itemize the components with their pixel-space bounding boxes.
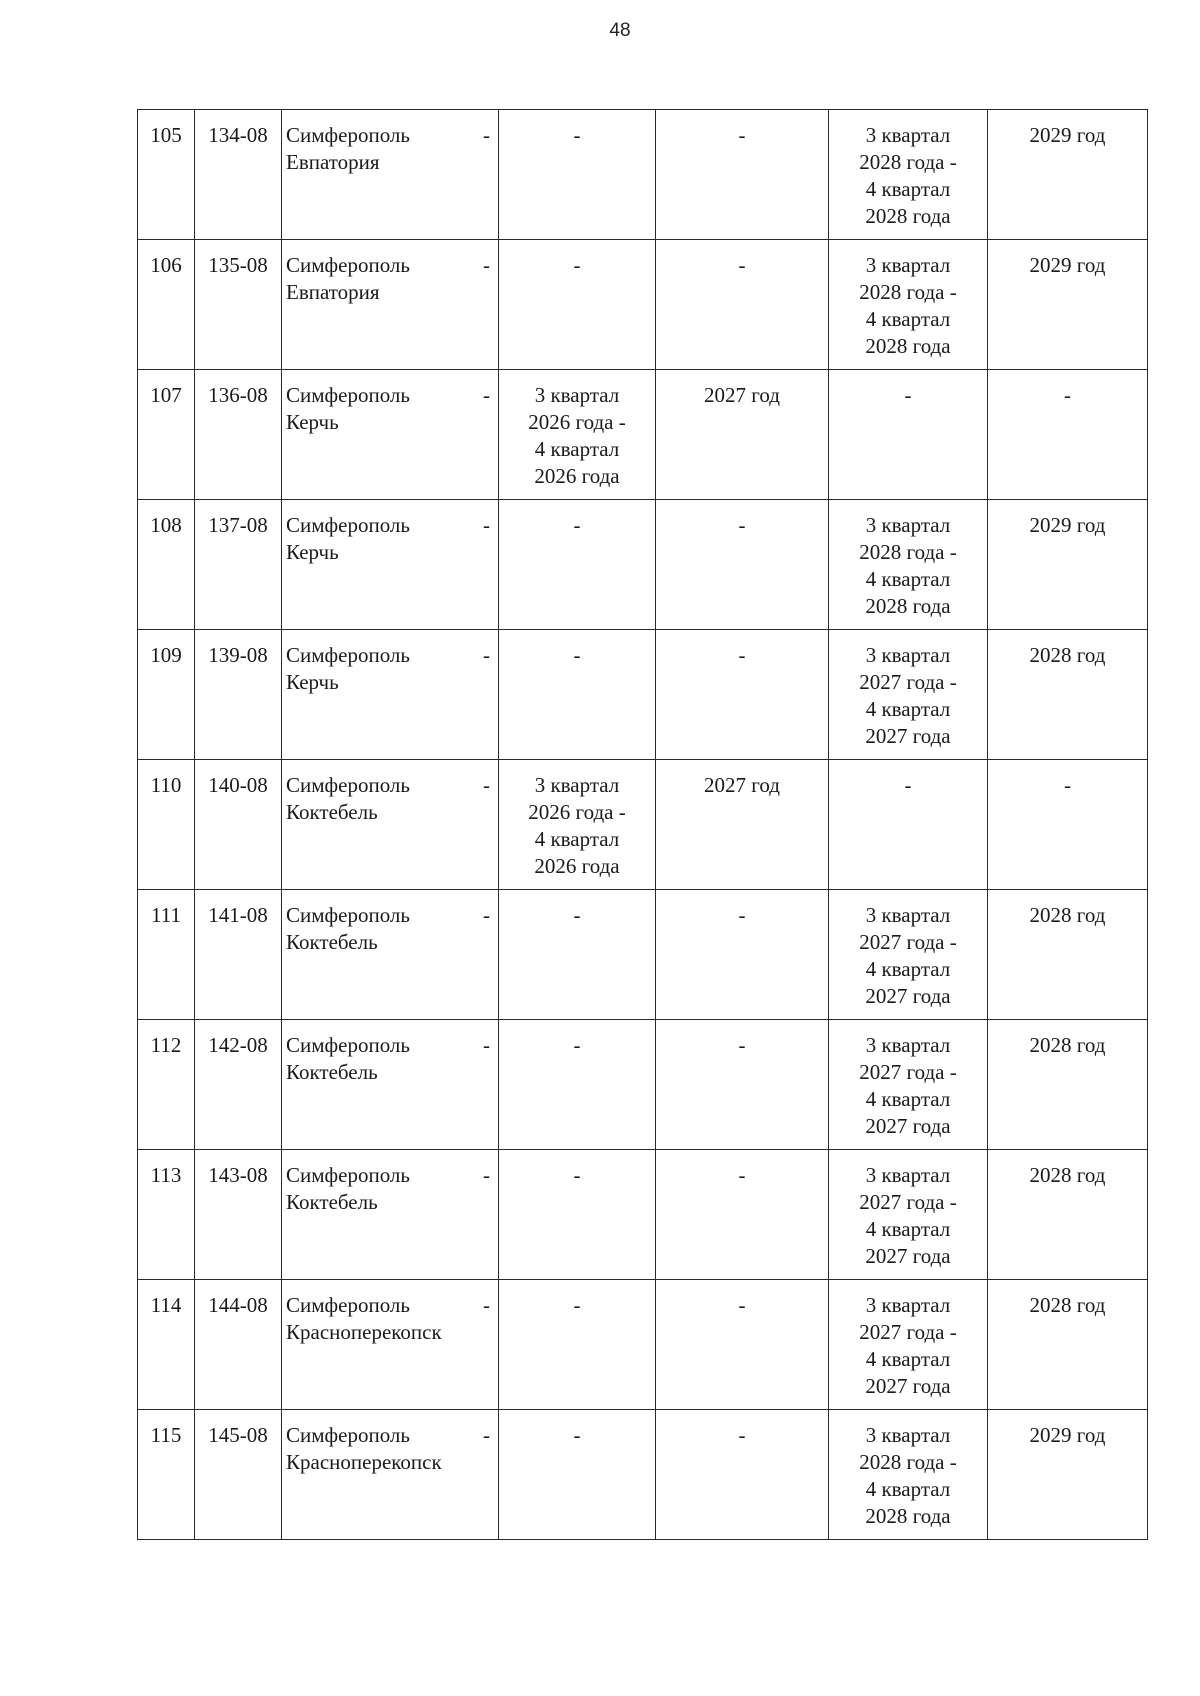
row-number-cell (138, 630, 195, 760)
route-code: 134-08 (208, 123, 268, 147)
route-name-cell (282, 370, 499, 500)
period-1-line: - (573, 1163, 581, 1187)
period-cell-2 (656, 240, 829, 370)
period-cell-2 (656, 1020, 829, 1150)
period-3-line: 2027 года (865, 1114, 951, 1138)
route-code: 141-08 (208, 903, 268, 927)
period-cell-4 (988, 760, 1148, 890)
period-2-line: 2027 год (704, 773, 780, 797)
route-code: 144-08 (208, 1293, 268, 1317)
route-from: Симферополь (286, 383, 410, 407)
row-number-cell (138, 500, 195, 630)
route-from: Симферополь (286, 513, 410, 537)
period-1-line: - (573, 903, 581, 927)
period-cell-3 (829, 760, 988, 890)
period-cell-4 (988, 1150, 1148, 1280)
period-1-line: - (573, 123, 581, 147)
period-4-line: 2029 год (1029, 253, 1106, 277)
route-to: Коктебель (286, 1190, 378, 1214)
period-3-line: 2028 года (865, 1504, 951, 1528)
table-row (138, 760, 1148, 890)
table-row (138, 1280, 1148, 1410)
table-row (138, 110, 1148, 240)
period-3-line: 3 квартал (865, 643, 951, 667)
period-1-line: 2026 года - (528, 410, 626, 434)
row-number: 111 (151, 903, 181, 927)
route-to: Коктебель (286, 800, 378, 824)
route-code: 142-08 (208, 1033, 268, 1057)
row-number-cell (138, 890, 195, 1020)
period-cell-2 (656, 1150, 829, 1280)
period-cell-4 (988, 1280, 1148, 1410)
row-number: 108 (150, 513, 182, 537)
route-code: 135-08 (208, 253, 268, 277)
period-cell-2 (656, 500, 829, 630)
period-cell-1 (499, 1150, 656, 1280)
period-1-line: 4 квартал (534, 437, 620, 461)
period-2-line: - (738, 1163, 746, 1187)
period-cell-3 (829, 1280, 988, 1410)
table-row (138, 1410, 1148, 1540)
route-from: Симферополь (286, 903, 410, 927)
route-to: Красноперекопск (286, 1320, 442, 1344)
route-code-cell (195, 760, 282, 890)
period-cell-2 (656, 1280, 829, 1410)
route-code: 136-08 (208, 383, 268, 407)
period-cell-1 (499, 760, 656, 890)
period-cell-1 (499, 240, 656, 370)
period-4-line: 2029 год (1029, 513, 1106, 537)
period-cell-3 (829, 1410, 988, 1540)
route-name-cell (282, 630, 499, 760)
period-cell-3 (829, 1020, 988, 1150)
route-dash: - (483, 513, 490, 537)
period-cell-1 (499, 500, 656, 630)
period-3-line: 4 квартал (865, 177, 951, 201)
period-4-line: - (1064, 383, 1071, 407)
route-name-cell (282, 1150, 499, 1280)
period-1-line: - (573, 1033, 581, 1057)
route-dash: - (483, 1033, 490, 1057)
route-name-cell (282, 500, 499, 630)
table-row (138, 1150, 1148, 1280)
route-from: Симферополь (286, 643, 410, 667)
period-1-line: - (573, 1423, 581, 1447)
route-code: 137-08 (208, 513, 268, 537)
period-4-line: 2028 год (1029, 1163, 1106, 1187)
table-row (138, 630, 1148, 760)
period-3-line: 3 квартал (865, 1293, 951, 1317)
route-to: Коктебель (286, 930, 378, 954)
period-cell-3 (829, 110, 988, 240)
row-number: 115 (150, 1423, 182, 1447)
period-1-line: 3 квартал (534, 383, 620, 407)
route-code: 140-08 (208, 773, 268, 797)
row-number-cell (138, 1150, 195, 1280)
route-code: 139-08 (208, 643, 268, 667)
route-to: Керчь (286, 670, 339, 694)
period-4-line: 2029 год (1029, 1423, 1106, 1447)
period-3-line: 2027 года - (859, 1320, 957, 1344)
route-to: Керчь (286, 410, 339, 434)
table-row (138, 500, 1148, 630)
period-cell-4 (988, 1410, 1148, 1540)
period-4-line: - (1064, 773, 1071, 797)
period-3-line: 3 квартал (865, 1033, 951, 1057)
period-3-line: 2028 года (865, 334, 951, 358)
period-1-line: 3 квартал (534, 773, 620, 797)
route-dash: - (483, 903, 490, 927)
route-to: Евпатория (286, 150, 380, 174)
row-number: 112 (150, 1033, 182, 1057)
period-3-line: 2028 года (865, 594, 951, 618)
period-3-line: 4 квартал (865, 1217, 951, 1241)
route-from: Симферополь (286, 1163, 410, 1187)
route-code-cell (195, 240, 282, 370)
period-3-line: 2028 года - (859, 1450, 957, 1474)
period-cell-2 (656, 760, 829, 890)
period-3-line: - (904, 383, 912, 407)
period-3-line: 3 квартал (865, 253, 951, 277)
period-3-line: 3 квартал (865, 123, 951, 147)
period-3-line: 2027 года - (859, 1060, 957, 1084)
route-code-cell (195, 1410, 282, 1540)
period-3-line: 4 квартал (865, 957, 951, 981)
route-code-cell (195, 110, 282, 240)
period-cell-1 (499, 1020, 656, 1150)
period-3-line: 2027 года - (859, 1190, 957, 1214)
route-code-cell (195, 1150, 282, 1280)
route-dash: - (483, 773, 490, 797)
route-from: Симферополь (286, 773, 410, 797)
period-2-line: - (738, 1423, 746, 1447)
route-to: Коктебель (286, 1060, 378, 1084)
period-3-line: 2028 года - (859, 540, 957, 564)
period-3-line: 2027 года (865, 724, 951, 748)
route-name-cell (282, 1020, 499, 1150)
route-to: Красноперекопск (286, 1450, 442, 1474)
period-3-line: 2027 года (865, 1244, 951, 1268)
period-3-line: 2028 года - (859, 150, 957, 174)
route-name-cell (282, 1410, 499, 1540)
route-code-cell (195, 1280, 282, 1410)
period-cell-3 (829, 1150, 988, 1280)
period-3-line: 3 квартал (865, 1423, 951, 1447)
route-from: Симферополь (286, 1293, 410, 1317)
table-row (138, 240, 1148, 370)
period-4-line: 2028 год (1029, 903, 1106, 927)
period-1-line: 4 квартал (534, 827, 620, 851)
table-row (138, 1020, 1148, 1150)
period-2-line: - (738, 253, 746, 277)
period-3-line: 4 квартал (865, 1347, 951, 1371)
route-schedule-table (137, 109, 1148, 1540)
period-cell-3 (829, 500, 988, 630)
route-code-cell (195, 370, 282, 500)
row-number-cell (138, 370, 195, 500)
period-4-line: 2028 год (1029, 643, 1106, 667)
period-cell-1 (499, 1280, 656, 1410)
route-code-cell (195, 1020, 282, 1150)
period-cell-1 (499, 630, 656, 760)
period-cell-2 (656, 890, 829, 1020)
period-cell-3 (829, 890, 988, 1020)
period-cell-4 (988, 1020, 1148, 1150)
period-3-line: 3 квартал (865, 903, 951, 927)
period-3-line: 2027 года (865, 1374, 951, 1398)
row-number-cell (138, 1020, 195, 1150)
route-name-cell (282, 1280, 499, 1410)
route-from: Симферополь (286, 1033, 410, 1057)
row-number: 113 (150, 1163, 182, 1187)
period-3-line: - (904, 773, 912, 797)
route-from: Симферополь (286, 253, 410, 277)
period-1-line: 2026 года - (528, 800, 626, 824)
period-3-line: 4 квартал (865, 567, 951, 591)
route-from: Симферополь (286, 1423, 410, 1447)
period-1-line: - (573, 643, 581, 667)
period-cell-4 (988, 500, 1148, 630)
row-number: 109 (150, 643, 182, 667)
period-2-line: - (738, 513, 746, 537)
route-to: Керчь (286, 540, 339, 564)
route-name-cell (282, 110, 499, 240)
period-2-line: - (738, 1293, 746, 1317)
period-cell-3 (829, 630, 988, 760)
route-dash: - (483, 1423, 490, 1447)
period-3-line: 3 квартал (865, 513, 951, 537)
route-dash: - (483, 253, 490, 277)
period-1-line: - (573, 513, 581, 537)
period-4-line: 2028 год (1029, 1293, 1106, 1317)
period-3-line: 4 квартал (865, 307, 951, 331)
table-row (138, 890, 1148, 1020)
page-number: 48 (609, 20, 631, 41)
period-2-line: - (738, 123, 746, 147)
period-cell-2 (656, 630, 829, 760)
period-2-line: - (738, 643, 746, 667)
route-to: Евпатория (286, 280, 380, 304)
route-dash: - (483, 1163, 490, 1187)
row-number-cell (138, 110, 195, 240)
period-cell-1 (499, 370, 656, 500)
route-code: 143-08 (208, 1163, 268, 1187)
period-cell-4 (988, 110, 1148, 240)
period-3-line: 4 квартал (865, 1087, 951, 1111)
period-4-line: 2028 год (1029, 1033, 1106, 1057)
route-dash: - (483, 1293, 490, 1317)
period-1-line: - (573, 1293, 581, 1317)
period-3-line: 3 квартал (865, 1163, 951, 1187)
period-3-line: 2027 года (865, 984, 951, 1008)
table-row (138, 370, 1148, 500)
route-dash: - (483, 643, 490, 667)
period-4-line: 2029 год (1029, 123, 1106, 147)
period-3-line: 2027 года - (859, 930, 957, 954)
row-number: 114 (150, 1293, 182, 1317)
period-cell-4 (988, 370, 1148, 500)
row-number: 110 (150, 773, 182, 797)
row-number-cell (138, 240, 195, 370)
period-cell-4 (988, 890, 1148, 1020)
period-cell-3 (829, 370, 988, 500)
route-dash: - (483, 123, 490, 147)
period-cell-1 (499, 110, 656, 240)
period-cell-2 (656, 370, 829, 500)
period-1-line: - (573, 253, 581, 277)
route-name-cell (282, 760, 499, 890)
period-2-line: 2027 год (704, 383, 780, 407)
row-number-cell (138, 760, 195, 890)
row-number: 107 (150, 383, 182, 407)
period-2-line: - (738, 903, 746, 927)
period-cell-3 (829, 240, 988, 370)
row-number: 106 (150, 253, 182, 277)
route-code-cell (195, 630, 282, 760)
period-3-line: 4 квартал (865, 697, 951, 721)
route-code-cell (195, 500, 282, 630)
period-1-line: 2026 года (534, 464, 620, 488)
period-3-line: 4 квартал (865, 1477, 951, 1501)
period-3-line: 2028 года (865, 204, 951, 228)
row-number: 105 (150, 123, 182, 147)
period-cell-2 (656, 110, 829, 240)
period-cell-1 (499, 1410, 656, 1540)
route-code-cell (195, 890, 282, 1020)
period-cell-4 (988, 630, 1148, 760)
route-dash: - (483, 383, 490, 407)
period-cell-1 (499, 890, 656, 1020)
period-3-line: 2027 года - (859, 670, 957, 694)
period-cell-2 (656, 1410, 829, 1540)
row-number-cell (138, 1280, 195, 1410)
period-3-line: 2028 года - (859, 280, 957, 304)
route-code: 145-08 (208, 1423, 268, 1447)
route-name-cell (282, 890, 499, 1020)
route-from: Симферополь (286, 123, 410, 147)
period-cell-4 (988, 240, 1148, 370)
route-name-cell (282, 240, 499, 370)
period-1-line: 2026 года (534, 854, 620, 878)
period-2-line: - (738, 1033, 746, 1057)
row-number-cell (138, 1410, 195, 1540)
